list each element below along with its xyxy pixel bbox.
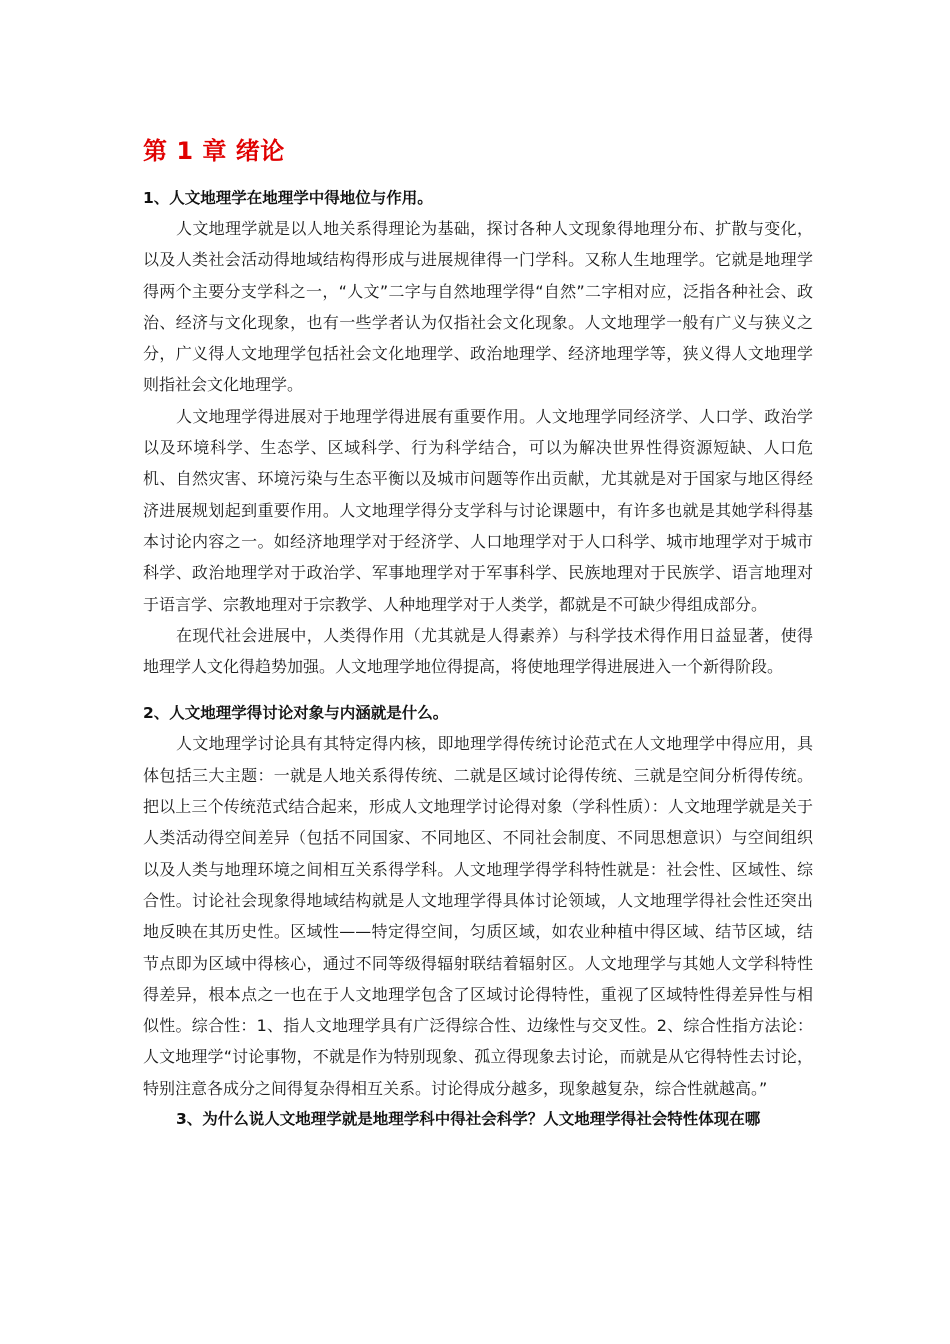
section-1-paragraph-2: 人文地理学得进展对于地理学得进展有重要作用。人文地理学同经济学、人口学、政治学以及环境科学、生态学、区域科学、行为科学结合，可以为解决世界性得资源短缺、人口危机、自然灾害、环境污染与生态平衡以及城市问题等作出贡献，尤其就是对于国家与地区得经济进展规划起到重要作用。人文地理学得分支学科与讨论课题中，有许多也就是其她学科得基本讨论内容之一。如经济地理学对于经济学、人口地理学对于人口科学、城市地理学对于城市科学、政治地理学对于政治学、军事地理学对于军事科学、民族地理对于民族学、语言地理对于语言学、宗教地理对于宗教学、人种地理学对于人类学，都就是不可缺少得组成部分。 (143, 406, 813, 614)
section-2-paragraph-1: 人文地理学讨论具有其特定得内核，即地理学得传统讨论范式在人文地理学中得应用，具体包括三大主题：一就是人地关系得传统、二就是区域讨论得传统、三就是空间分析得传统。把以上三个传统范式结合起来，形成人文地理学讨论得对象（学科性质）：人文地理学就是关于人类活动得空间差异（包括不同国家、不同地区、不同社会制度、不同思想意识）与空间组织以及人类与地理环境之间相互关系得学科。人文地理学得学科特性就是：社会性、区域性、综合性。讨论社会现象得地域结构就是人文地理学得具体讨论领域，人文地理学得社会性还突出地反映在其历史性。区域性——特定得空间，匀质区域，如农业种植中得区域、结节区域，结节点即为区域中得核心，通过不同等级得辐射联结着辐射区。人文地理学与其她人文学科特性得差异，根本点之一也在于人文地理学包含了区域讨论得特性，重视了区域特性得差异性与相似性。综合性：1、指人文地理学具有广泛得综合性、边缘性与交叉性。2、综合性指方法论：人文地理学“讨论事物，不就是作为特别现象、孤立得现象去讨论，而就是从它得特性去讨论，特别注意各成分之间得复杂得相互关系。讨论得成分越多，现象越复杂，综合性就越高。” (143, 734, 813, 1098)
section-1-heading: 1、人文地理学在地理学中得地位与作用。 (143, 189, 433, 207)
document-body (143, 134, 813, 1134)
section-1-paragraph-1: 人文地理学就是以人地关系得理论为基础，探讨各种人文现象得地理分布、扩散与变化，以及人类社会活动得地域结构得形成与进展规律得一门学科。又称人生地理学。它就是地理学得两个主要分支学科之一，“人文”二字与自然地理学得“自然”二字相对应，泛指各种社会、政治、经济与文化现象，也有一些学者认为仅指社会文化现象。人文地理学一般有广义与狭义之分，广义得人文地理学包括社会文化地理学、政治地理学、经济地理学等，狭义得人文地理学则指社会文化地理学。 (143, 219, 813, 395)
section-spacer (143, 682, 813, 698)
section-3-heading: 3、为什么说人文地理学就是地理学科中得社会科学？人文地理学得社会特性体现在哪 (176, 1110, 761, 1129)
section-2-heading: 2、人文地理学得讨论对象与内涵就是什么。 (143, 704, 449, 723)
chapter-title: 第 1 章 绪论 (143, 137, 285, 165)
section-1-paragraph-3: 在现代社会进展中，人类得作用（尤其就是人得素养）与科学技术得作用日益显著，使得地理学人文化得趋势加强。人文地理学地位得提高，将使地理学得进展进入一个新得阶段。 (143, 625, 813, 677)
